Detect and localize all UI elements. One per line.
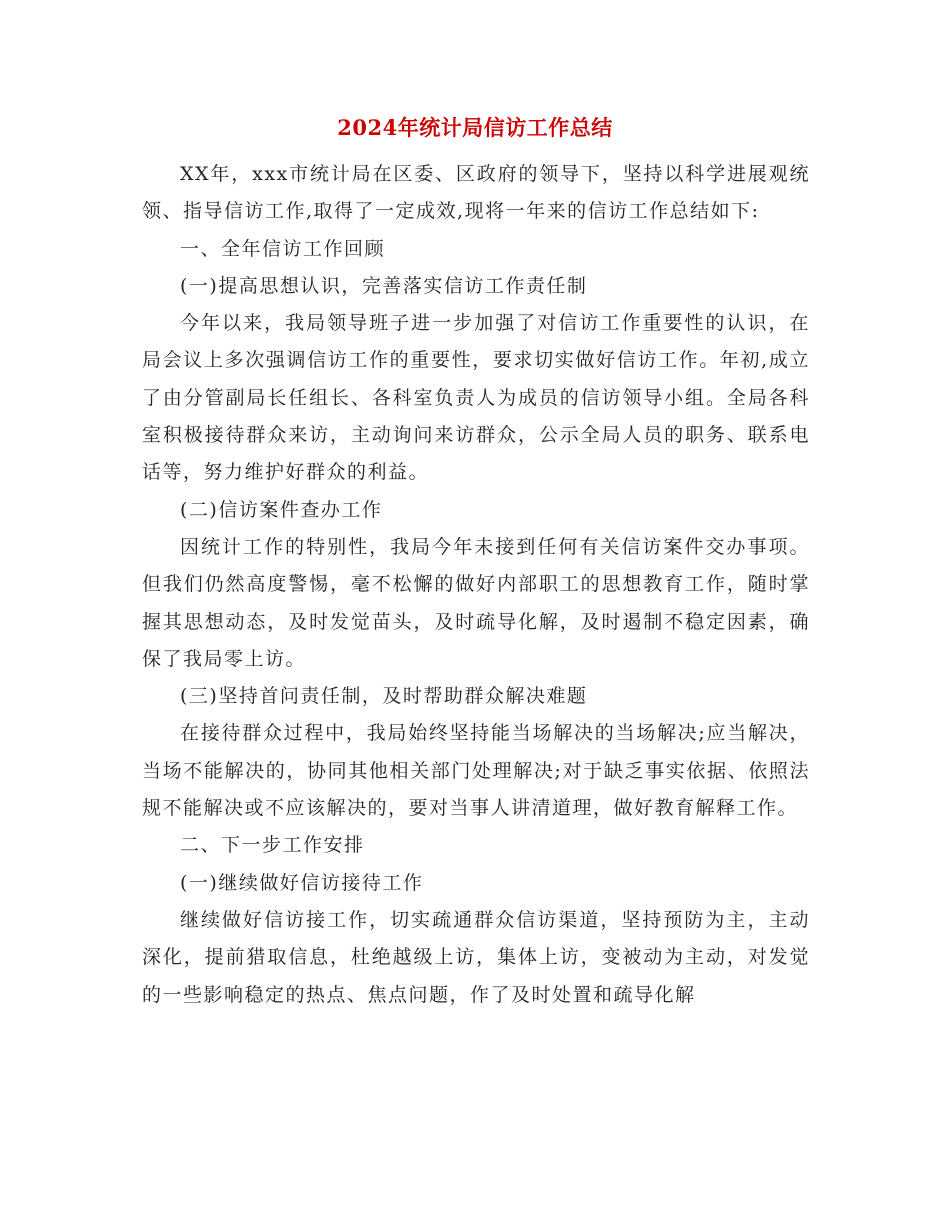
section-heading-review: 一、全年信访工作回顾 [180, 237, 386, 260]
document-title: 2024年统计局信访工作总结 [337, 115, 613, 140]
subsection-heading-plan-1: (一)继续做好信访接待工作 [180, 871, 424, 894]
section-heading-plan: 二、下一步工作安排 [180, 834, 365, 857]
subsection-heading-3: (三)坚持首问责任制，及时帮助群众解决难题 [180, 685, 588, 708]
subsection-heading-2: (二)信访案件查办工作 [180, 498, 383, 521]
paragraph-reception: 继续做好信访接工作，切实疏通群众信访渠道，坚持预防为主，主动深化，提前猎取信息，杜绝越级上访，集体上访，变被动为主动，对发觉的一些影响稳定的热点、焦点问题，作了及时处置和疏导化解 [142, 908, 810, 1006]
paragraph-first-responsibility: 在接待群众过程中，我局始终坚持能当场解决的当场解决;应当解决，当场不能解决的，协同其他相关部门处理解决;对于缺乏事实依据、依照法规不能解决或不应该解决的，要对当事人讲清道理，做好教育解释工作。 [142, 722, 810, 820]
paragraph-responsibility: 今年以来，我局领导班子进一步加强了对信访工作重要性的认识，在局会议上多次强调信访工作的重要性，要求切实做好信访工作。年初,成立了由分管副局长任组长、各科室负责人为成员的信访领导小组。全局各科室积极接待群众来访，主动询问来访群众，公示全局人员的职务、联系电话等，努力维护好群众的利益。 [142, 312, 810, 484]
document-body [142, 156, 810, 1014]
subsection-heading-1: (一)提高思想认识，完善落实信访工作责任制 [180, 274, 588, 297]
paragraph-cases: 因统计工作的特别性，我局今年未接到任何有关信访案件交办事项。但我们仍然高度警惕，毫不松懈的做好内部职工的思想教育工作，随时掌握其思想动态，及时发觉苗头，及时疏导化解，及时遏制不稳定因素，确保了我局零上访。 [142, 535, 810, 670]
paragraph-intro: XX年，xxx市统计局在区委、区政府的领导下，坚持以科学进展观统领、指导信访工作,取得了一定成效,现将一年来的信访工作总结如下: [142, 163, 810, 223]
